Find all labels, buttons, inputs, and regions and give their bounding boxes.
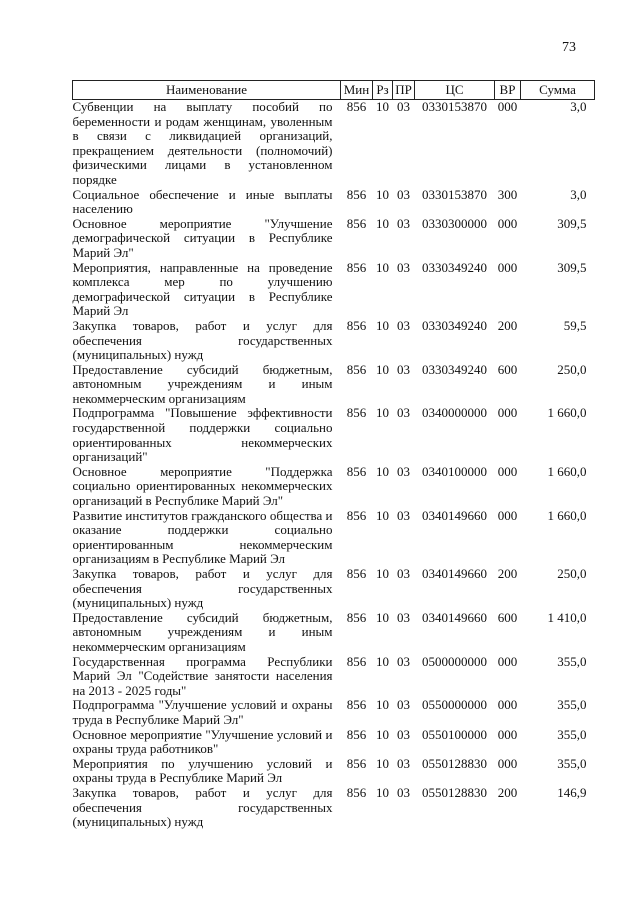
cell-sum: 355,0 — [557, 697, 587, 713]
cell-cs: 0330349240 — [422, 317, 487, 333]
cell-vr: 000 — [497, 755, 518, 771]
cell-cs: 0550128830 — [422, 755, 487, 771]
cell-vr: 000 — [497, 215, 518, 231]
cell-vr: 600 — [497, 609, 518, 625]
cell-pr: 03 — [397, 317, 410, 333]
cell-rz: 10 — [376, 405, 389, 421]
header-sum: Сумма — [521, 81, 595, 100]
cell-min: 856 — [346, 755, 367, 771]
cell-min: 856 — [346, 653, 367, 669]
cell-rz: 10 — [376, 566, 389, 581]
cell-min: 856 — [346, 566, 367, 581]
cell-rz: 10 — [376, 186, 389, 202]
cell-sum: 1 660,0 — [547, 507, 587, 523]
cell-pr: 03 — [397, 361, 410, 377]
cell-cs: 0340149660 — [422, 566, 487, 581]
cell-rz: 10 — [376, 361, 389, 377]
cell-sum: 1 410,0 — [547, 609, 587, 625]
cell-rz: 10 — [376, 99, 389, 114]
cell-sum: 146,9 — [557, 784, 587, 800]
table-row — [73, 319, 595, 363]
cell-cs: 0340149660 — [422, 609, 487, 625]
table-row — [73, 786, 595, 830]
cell-pr: 03 — [397, 186, 410, 202]
cell-sum: 59,5 — [563, 317, 587, 333]
cell-pr: 03 — [397, 697, 410, 713]
cell-vr: 200 — [497, 317, 518, 333]
cell-name: Мероприятия, направленные на проведение комплекса мер по улучшению демографической ситуации в Республике Марий Эл — [72, 259, 333, 319]
cell-rz: 10 — [376, 609, 389, 625]
cell-cs: 0330349240 — [422, 361, 487, 377]
cell-name: Подпрограмма "Повышение эффективности государственной поддержки социально ориентированных некоммерческих организаций" — [72, 405, 333, 465]
cell-cs: 0550128830 — [422, 784, 487, 800]
cell-rz: 10 — [376, 317, 389, 333]
cell-vr: 300 — [497, 186, 518, 202]
cell-name: Предоставление субсидий бюджетным, автономным учреждениям и иным некоммерческим организациям — [72, 361, 333, 406]
cell-pr: 03 — [397, 609, 410, 625]
header-cs: ЦС — [415, 81, 495, 100]
cell-name: Субвенции на выплату пособий по беременности и родам женщинам, уволенным в связи с ликвидацией организаций, прекращением деятельности (полномочий) физическими лицами в установленном порядке — [72, 99, 333, 187]
table-row — [73, 188, 595, 217]
cell-rz: 10 — [376, 726, 389, 742]
cell-name: Закупка товаров, работ и услуг для обеспечения государственных (муниципальных) нужд — [72, 317, 333, 363]
cell-vr: 000 — [497, 697, 518, 713]
cell-cs: 0500000000 — [422, 653, 487, 669]
cell-rz: 10 — [376, 507, 389, 523]
table-row — [73, 217, 595, 261]
cell-min: 856 — [346, 463, 367, 479]
cell-vr: 000 — [497, 463, 518, 479]
cell-pr: 03 — [397, 653, 410, 669]
table-row — [73, 728, 595, 757]
cell-rz: 10 — [376, 259, 389, 275]
cell-name: Основное мероприятие "Улучшение демографической ситуации в Республике Марий Эл" — [72, 215, 333, 260]
table-row — [73, 261, 595, 319]
cell-pr: 03 — [397, 755, 410, 771]
header-pr: ПР — [393, 81, 415, 100]
table-row — [73, 509, 595, 567]
cell-rz: 10 — [376, 215, 389, 231]
cell-name: Мероприятия по улучшению условий и охраны труда в Республике Марий Эл — [72, 755, 333, 786]
cell-name: Основное мероприятие "Поддержка социально ориентированных некоммерческих организаций в Республике Марий Эл" — [72, 463, 333, 509]
cell-sum: 355,0 — [557, 755, 587, 771]
cell-name: Государственная программа Республики Марий Эл "Содействие занятости населения на 2013 - 2025 годы" — [72, 653, 333, 698]
cell-min: 856 — [346, 784, 367, 800]
cell-sum: 3,0 — [570, 99, 587, 114]
cell-sum: 309,5 — [557, 215, 587, 231]
cell-name: Основное мероприятие "Улучшение условий и охраны труда работников" — [72, 726, 333, 757]
table-row — [73, 100, 595, 188]
cell-vr: 200 — [497, 566, 518, 581]
table-row — [73, 698, 595, 727]
cell-rz: 10 — [376, 755, 389, 771]
cell-vr: 000 — [497, 507, 518, 523]
cell-pr: 03 — [397, 566, 410, 581]
cell-cs: 0340149660 — [422, 507, 487, 523]
cell-vr: 000 — [497, 405, 518, 421]
header-vr: ВР — [495, 81, 521, 100]
table-body — [73, 100, 595, 830]
cell-min: 856 — [346, 405, 367, 421]
cell-vr: 600 — [497, 361, 518, 377]
cell-rz: 10 — [376, 784, 389, 800]
cell-min: 856 — [346, 99, 367, 114]
cell-name: Закупка товаров, работ и услуг для обеспечения государственных (муниципальных) нужд — [72, 566, 333, 611]
cell-pr: 03 — [397, 784, 410, 800]
page-number: 73 — [562, 40, 576, 55]
cell-min: 856 — [346, 609, 367, 625]
table-header-row — [73, 81, 595, 100]
cell-sum: 250,0 — [557, 566, 587, 581]
cell-pr: 03 — [397, 259, 410, 275]
cell-pr: 03 — [397, 507, 410, 523]
cell-vr: 000 — [497, 99, 518, 114]
cell-sum: 1 660,0 — [547, 405, 587, 421]
cell-min: 856 — [346, 317, 367, 333]
cell-name: Закупка товаров, работ и услуг для обеспечения государственных (муниципальных) нужд — [72, 784, 333, 830]
cell-pr: 03 — [397, 215, 410, 231]
cell-vr: 000 — [497, 726, 518, 742]
table-row — [73, 611, 595, 655]
header-rz: Рз — [373, 81, 393, 100]
header-name: Наименование — [73, 81, 341, 100]
cell-cs: 0550100000 — [422, 726, 487, 742]
cell-name: Подпрограмма "Улучшение условий и охраны труда в Республике Марий Эл" — [72, 697, 333, 727]
table-row — [73, 406, 595, 464]
cell-min: 856 — [346, 697, 367, 713]
cell-sum: 355,0 — [557, 726, 587, 742]
budget-table — [72, 80, 595, 830]
cell-rz: 10 — [376, 697, 389, 713]
table-row — [73, 363, 595, 407]
cell-name: Предоставление субсидий бюджетным, автономным учреждениям и иным некоммерческим организациям — [72, 609, 333, 654]
cell-sum: 355,0 — [557, 653, 587, 669]
cell-cs: 0340100000 — [422, 463, 487, 479]
cell-cs: 0340000000 — [422, 405, 487, 421]
cell-sum: 309,5 — [557, 259, 587, 275]
cell-pr: 03 — [397, 405, 410, 421]
cell-rz: 10 — [376, 653, 389, 669]
table-row — [73, 465, 595, 509]
cell-name: Развитие институтов гражданского общества и оказание поддержки социально ориентированным некоммерческим организациям в Республике Марий Эл — [72, 507, 333, 567]
cell-pr: 03 — [397, 463, 410, 479]
header-min: Мин — [341, 81, 373, 100]
cell-min: 856 — [346, 259, 367, 275]
cell-min: 856 — [346, 726, 367, 742]
cell-vr: 000 — [497, 653, 518, 669]
cell-min: 856 — [346, 186, 367, 202]
cell-sum: 1 660,0 — [547, 463, 587, 479]
cell-name: Социальное обеспечение и иные выплаты населению — [72, 186, 333, 217]
table-row — [73, 655, 595, 699]
cell-cs: 0330300000 — [422, 215, 487, 231]
cell-sum: 3,0 — [570, 186, 587, 202]
table-row — [73, 567, 595, 611]
cell-pr: 03 — [397, 99, 410, 114]
cell-cs: 0330153870 — [422, 186, 487, 202]
cell-rz: 10 — [376, 463, 389, 479]
cell-min: 856 — [346, 215, 367, 231]
cell-cs: 0550000000 — [422, 697, 487, 713]
cell-cs: 0330349240 — [422, 259, 487, 275]
cell-sum: 250,0 — [557, 361, 587, 377]
table-row — [73, 757, 595, 786]
cell-cs: 0330153870 — [422, 99, 487, 114]
cell-min: 856 — [346, 507, 367, 523]
cell-min: 856 — [346, 361, 367, 377]
cell-pr: 03 — [397, 726, 410, 742]
cell-vr: 200 — [497, 784, 518, 800]
cell-vr: 000 — [497, 259, 518, 275]
